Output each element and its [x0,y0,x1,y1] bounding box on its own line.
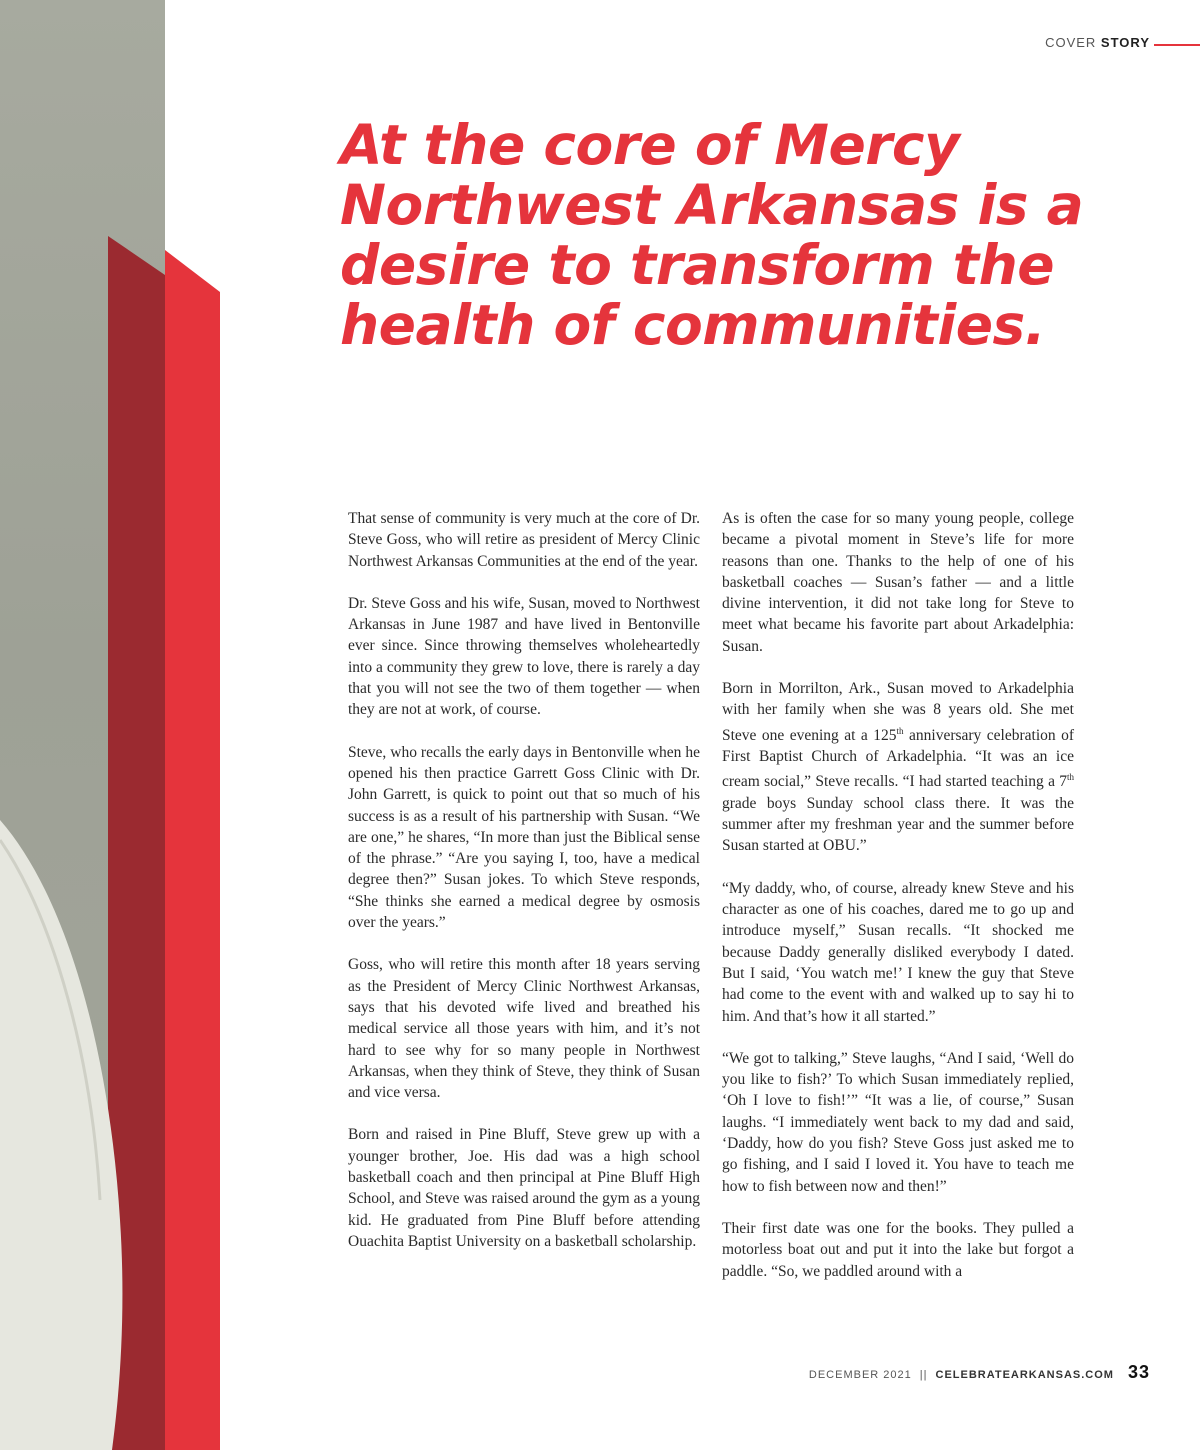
cover-photo-strip [0,0,165,1450]
article-paragraph: Their first date was one for the books. They pulled a motorless boat out and put it into the lake but forgot a paddle. “So, we paddled around with a [722,1219,1074,1280]
article-paragraph [722,678,1074,857]
article-paragraph: That sense of community is very much at the core of Dr. Steve Goss, who will retire as president of Mercy Clinic Northwest Arkansas Communities at the end of the year. [348,510,700,570]
section-label-light: COVER [1045,35,1097,50]
photo-graphic [0,0,165,1450]
article-paragraph: “We got to talking,” Steve laughs, “And I said, ‘Well do you like to fish?’ To which Susan immediately replied, ‘Oh I love to fish!’” “It was a lie, of course,” Susan laughs. “I immediately went back to my dad and said, ‘Daddy, how do you fish? Steve Goss just asked me to go fishing, and I said I loved it. You have to teach me how to fish between now and then!” [722,1049,1074,1195]
paragraph-text: grade boys Sunday school class there. It was the summer after my freshman year and the summer before Susan started at OBU.” [722,794,1074,855]
page-footer [809,1362,1150,1383]
article-paragraph: As is often the case for so many young people, college became a pivotal moment in Steve’s life for more reasons than one. Thanks to the help of one of his basketball coaches — Susan’s father — and a little divine intervention, it did not take long for Steve to meet what became his favorite part about Arkadelphia: Susan. [722,510,1074,655]
website-name: CELEBRATEARKANSAS.COM [935,1369,1114,1381]
section-rule [1154,44,1200,46]
article-paragraph: Goss, who will retire this month after 18 years serving as the President of Mercy Clinic Northwest Arkansas, says that his devoted wife lived and breathed his medical service all those years with him, and it’s not hard to see why for so many people in Northwest Arkansas, when they think of Steve, they think of Susan and vice versa. [348,956,700,1102]
footer-separator: || [919,1369,928,1381]
article-paragraph: “My daddy, who, of course, already knew Steve and his character as one of his coaches, dared me to go up and introduce myself,” Susan recalls. “It shocked me because Daddy generally disliked everybody I dated. But I said, ‘You watch me!’ I knew the guy that Steve had come to the event with and walked up to say hi to him. And that’s how it all started.” [722,879,1074,1025]
section-label-bold: STORY [1100,35,1150,50]
page-number: 33 [1127,1362,1150,1382]
article-column-right [722,508,1074,1303]
article-paragraph: Steve, who recalls the early days in Bentonville when he opened his then practice Garrett Goss Clinic with Dr. John Garrett, is quick to point out that so much of his success is as a result of his partnership with Susan. “We are one,” he shares, “In more than just the Biblical sense of the phrase.” “Are you saying I, too, have a medical degree then?” Susan jokes. To which Steve responds, “She thinks she earned a medical degree by osmosis over the years.” [348,743,700,932]
section-label [1045,35,1150,50]
paragraph-text: Born in Morrilton, Ark., Susan moved to Arkadelphia with her family when she was 8 years old. She met Steve one evening at a 125 [722,680,1074,744]
article-paragraph: Born and raised in Pine Bluff, Steve grew up with a younger brother, Joe. His dad was a high school basketball coach and then principal at Pine Bluff High School, and Steve was raised around the gym as a young kid. He graduated from Pine Bluff before attending Ouachita Baptist University on a basketball scholarship. [348,1126,700,1250]
issue-date: DECEMBER 2021 [808,1369,912,1381]
pull-quote: At the core of Mercy Northwest Arkansas is a desire to transform the health of communities. [340,113,1084,357]
article-paragraph: Dr. Steve Goss and his wife, Susan, moved to Northwest Arkansas in June 1987 and have lived in Bentonville ever since. Since throwing themselves wholeheartedly into a community they grew to love, there is rarely a day that you will not see the two of them together — when they are not at work, of course. [348,594,700,719]
white-coat-shape [0,820,122,1450]
ordinal-suffix: th [896,725,904,736]
ordinal-suffix: th [1066,772,1074,783]
paragraph-text: anniversary celebration of First Baptist Church of Arkadelphia. “It was an ice cream social,” Steve recalls. “I had started teaching a 7 [722,726,1075,791]
article-column-left [348,508,700,1273]
red-accent-bar [160,250,230,1450]
